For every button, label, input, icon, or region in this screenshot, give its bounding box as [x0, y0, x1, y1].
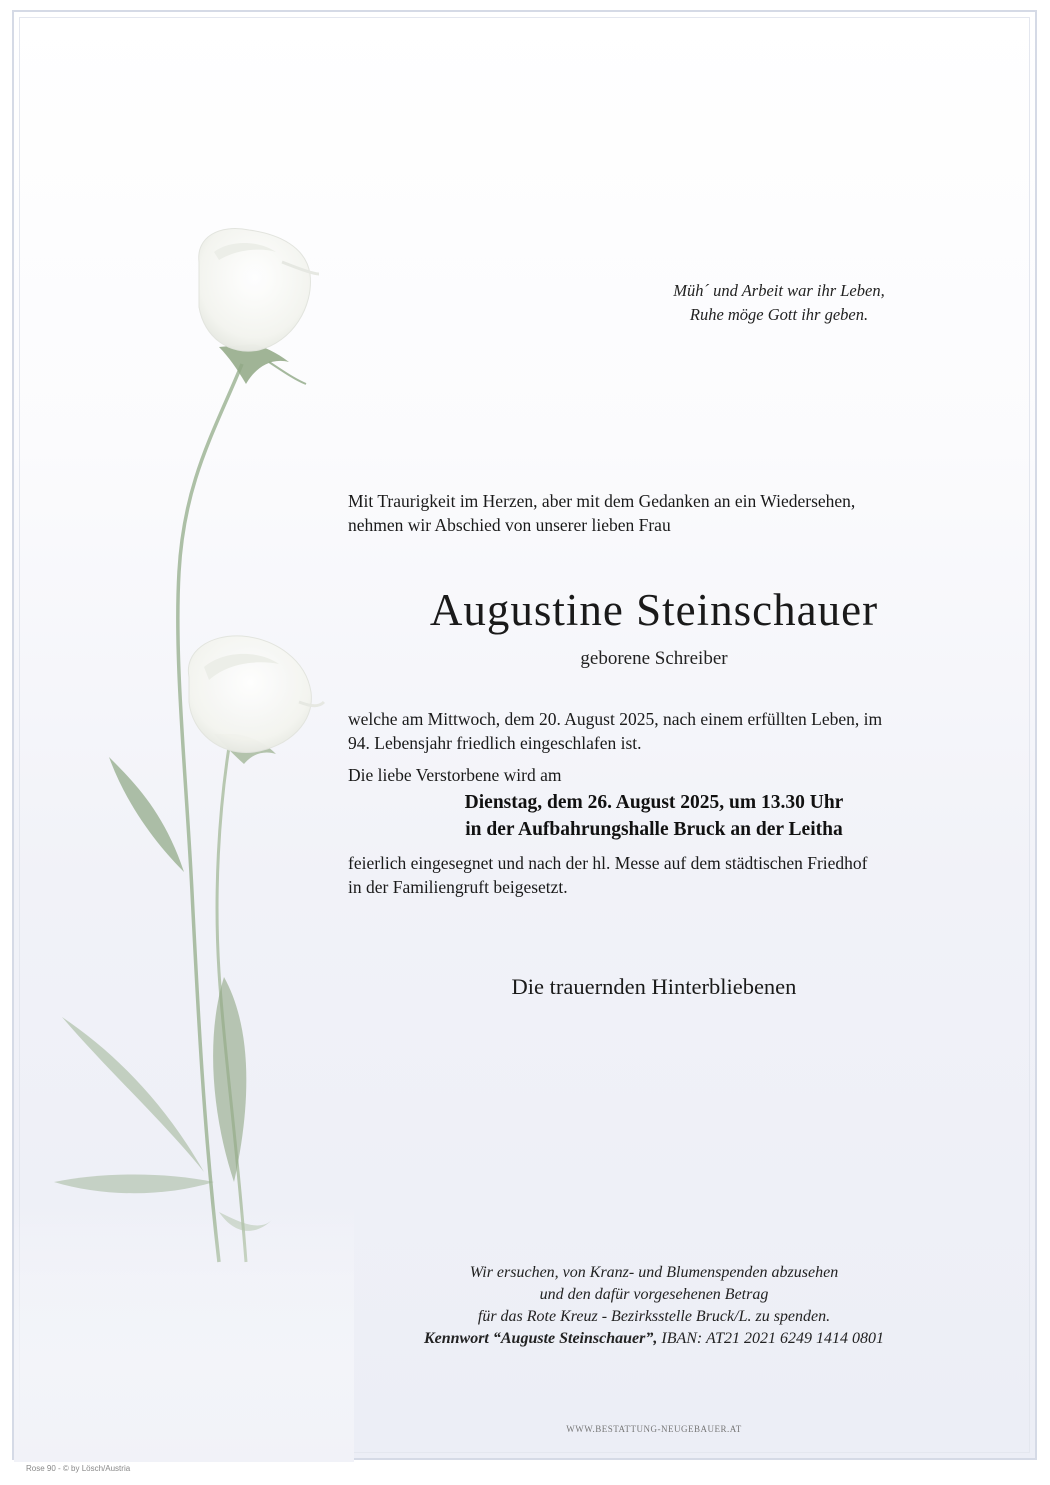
- donation-iban: IBAN: AT21 2021 6249 1414 0801: [657, 1330, 885, 1347]
- deceased-name: Augustine Steinschauer: [429, 585, 879, 635]
- donation-line-2: und den dafür vorgesehenen Betrag: [539, 1286, 769, 1303]
- burial-line-2: in der Familiengruft beigesetzt.: [348, 877, 568, 897]
- burial-line-1: feierlich eingesegnet und nach der hl. Messe auf dem städtischen Friedhof: [348, 853, 868, 873]
- motto-line-1: Müh´ und Arbeit war ihr Leben,: [673, 281, 885, 300]
- obituary-card: [12, 10, 1037, 1460]
- mourners-signature: Die trauernden Hinterbliebenen: [511, 974, 797, 999]
- donation-keyword: Kennwort “Auguste Steinschauer”,: [423, 1330, 658, 1347]
- intro-line-1: Mit Traurigkeit im Herzen, aber mit dem Gedanken an ein Wiedersehen,: [348, 491, 856, 511]
- donation-line-3: für das Rote Kreuz - Bezirksstelle Bruck/L. zu spenden.: [477, 1308, 831, 1325]
- motto-line-2: Ruhe möge Gott ihr geben.: [689, 305, 869, 324]
- death-line-2: 94. Lebensjahr friedlich eingeschlafen ist.: [348, 733, 642, 753]
- white-roses-illustration: [14, 12, 354, 1462]
- funeral-home-website[interactable]: WWW.BESTATTUNG-NEUGEBAUER.AT: [566, 1424, 742, 1434]
- donation-keyword-line: [349, 1328, 959, 1350]
- ceremony-date: Dienstag, dem 26. August 2025, um 13.30 Uhr: [464, 792, 844, 813]
- ceremony-place: in der Aufbahrungshalle Bruck an der Leitha: [465, 819, 843, 840]
- image-credit: Rose 90 - © by Lösch/Austria: [26, 1464, 131, 1473]
- intro-line-2: nehmen wir Abschied von unserer lieben Frau: [348, 515, 671, 535]
- maiden-name: geborene Schreiber: [580, 648, 728, 669]
- ceremony-intro: Die liebe Verstorbene wird am: [348, 765, 562, 785]
- death-line-1: welche am Mittwoch, dem 20. August 2025, nach einem erfüllten Leben, im: [348, 709, 883, 729]
- donation-line-1: Wir ersuchen, von Kranz- und Blumenspenden abzusehen: [469, 1264, 839, 1281]
